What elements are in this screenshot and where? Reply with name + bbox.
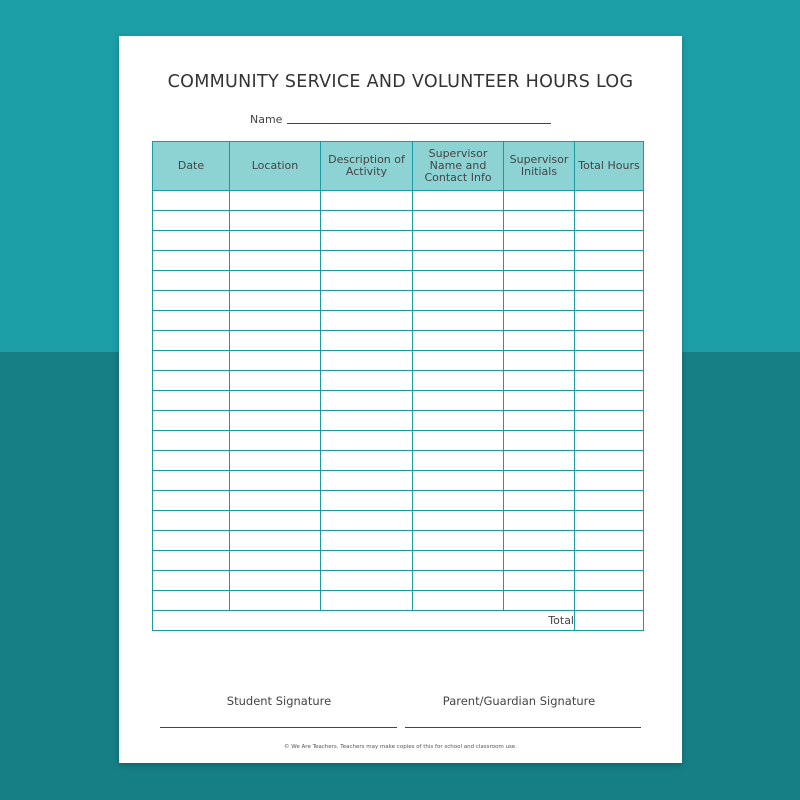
page-title: COMMUNITY SERVICE AND VOLUNTEER HOURS LOG <box>167 72 634 92</box>
column-header-location: Location <box>230 142 321 191</box>
supervisor-cell[interactable] <box>413 431 504 451</box>
column-header-supervisor: Supervisor Name and Contact Info <box>413 142 504 191</box>
initials-cell[interactable] <box>504 311 575 331</box>
initials-cell[interactable] <box>504 551 575 571</box>
table-row <box>153 331 644 351</box>
initials-cell[interactable] <box>504 331 575 351</box>
location-cell[interactable] <box>230 311 321 331</box>
table-row <box>153 511 644 531</box>
table-row <box>153 351 644 371</box>
hours-cell[interactable] <box>575 571 644 591</box>
location-cell[interactable] <box>230 591 321 611</box>
supervisor-cell[interactable] <box>413 211 504 231</box>
description-cell[interactable] <box>321 371 413 391</box>
table-row <box>153 391 644 411</box>
table-row <box>153 311 644 331</box>
description-cell[interactable] <box>321 431 413 451</box>
location-cell[interactable] <box>230 351 321 371</box>
name-label: Name <box>250 113 283 126</box>
table-row <box>153 471 644 491</box>
hours-cell[interactable] <box>575 291 644 311</box>
column-header-initials: Supervisor Initials <box>504 142 575 191</box>
location-cell[interactable] <box>230 331 321 351</box>
hours-cell[interactable] <box>575 211 644 231</box>
date-cell[interactable] <box>153 411 230 431</box>
hours-cell[interactable] <box>575 191 644 211</box>
hours-cell[interactable] <box>575 471 644 491</box>
date-cell[interactable] <box>153 471 230 491</box>
description-cell[interactable] <box>321 471 413 491</box>
date-cell[interactable] <box>153 391 230 411</box>
supervisor-cell[interactable] <box>413 271 504 291</box>
table-row <box>153 211 644 231</box>
location-cell[interactable] <box>230 471 321 491</box>
date-cell[interactable] <box>153 311 230 331</box>
location-cell[interactable] <box>230 231 321 251</box>
supervisor-cell[interactable] <box>413 351 504 371</box>
description-cell[interactable] <box>321 591 413 611</box>
worksheet-page <box>119 36 682 763</box>
initials-cell[interactable] <box>504 471 575 491</box>
initials-cell[interactable] <box>504 231 575 251</box>
hours-cell[interactable] <box>575 251 644 271</box>
description-cell[interactable] <box>321 331 413 351</box>
column-header-date: Date <box>153 142 230 191</box>
location-cell[interactable] <box>230 551 321 571</box>
parent-signature-label: Parent/Guardian Signature <box>442 694 596 708</box>
hours-cell[interactable] <box>575 231 644 251</box>
date-cell[interactable] <box>153 511 230 531</box>
description-cell[interactable] <box>321 251 413 271</box>
date-cell[interactable] <box>153 271 230 291</box>
description-cell[interactable] <box>321 211 413 231</box>
description-cell[interactable] <box>321 191 413 211</box>
date-cell[interactable] <box>153 331 230 351</box>
date-cell[interactable] <box>153 191 230 211</box>
supervisor-cell[interactable] <box>413 231 504 251</box>
hours-cell[interactable] <box>575 371 644 391</box>
initials-cell[interactable] <box>504 411 575 431</box>
description-cell[interactable] <box>321 271 413 291</box>
location-cell[interactable] <box>230 271 321 291</box>
location-cell[interactable] <box>230 571 321 591</box>
table-row <box>153 551 644 571</box>
supervisor-cell[interactable] <box>413 551 504 571</box>
supervisor-cell[interactable] <box>413 371 504 391</box>
supervisor-cell[interactable] <box>413 591 504 611</box>
hours-cell[interactable] <box>575 551 644 571</box>
date-cell[interactable] <box>153 551 230 571</box>
hours-cell[interactable] <box>575 511 644 531</box>
location-cell[interactable] <box>230 411 321 431</box>
description-cell[interactable] <box>321 491 413 511</box>
initials-cell[interactable] <box>504 451 575 471</box>
date-cell[interactable] <box>153 291 230 311</box>
table-row <box>153 271 644 291</box>
supervisor-cell[interactable] <box>413 311 504 331</box>
supervisor-cell[interactable] <box>413 291 504 311</box>
date-cell[interactable] <box>153 351 230 371</box>
hours-cell[interactable] <box>575 431 644 451</box>
supervisor-cell[interactable] <box>413 451 504 471</box>
table-row <box>153 491 644 511</box>
initials-cell[interactable] <box>504 351 575 371</box>
description-cell[interactable] <box>321 511 413 531</box>
parent-signature-line[interactable] <box>405 727 641 728</box>
date-cell[interactable] <box>153 531 230 551</box>
initials-cell[interactable] <box>504 191 575 211</box>
location-cell[interactable] <box>230 451 321 471</box>
hours-cell[interactable] <box>575 411 644 431</box>
student-signature-label: Student Signature <box>226 694 332 708</box>
supervisor-cell[interactable] <box>413 571 504 591</box>
location-cell[interactable] <box>230 491 321 511</box>
supervisor-cell[interactable] <box>413 531 504 551</box>
location-cell[interactable] <box>230 191 321 211</box>
initials-cell[interactable] <box>504 571 575 591</box>
initials-cell[interactable] <box>504 211 575 231</box>
description-cell[interactable] <box>321 391 413 411</box>
supervisor-cell[interactable] <box>413 251 504 271</box>
initials-cell[interactable] <box>504 251 575 271</box>
table-row <box>153 451 644 471</box>
supervisor-cell[interactable] <box>413 391 504 411</box>
table-row <box>153 251 644 271</box>
table-row <box>153 291 644 311</box>
table-row <box>153 411 644 431</box>
initials-cell[interactable] <box>504 531 575 551</box>
date-cell[interactable] <box>153 231 230 251</box>
hours-cell[interactable] <box>575 491 644 511</box>
date-cell[interactable] <box>153 451 230 471</box>
table-row <box>153 371 644 391</box>
location-cell[interactable] <box>230 511 321 531</box>
supervisor-cell[interactable] <box>413 191 504 211</box>
initials-cell[interactable] <box>504 591 575 611</box>
hours-cell[interactable] <box>575 531 644 551</box>
location-cell[interactable] <box>230 431 321 451</box>
initials-cell[interactable] <box>504 371 575 391</box>
description-cell[interactable] <box>321 531 413 551</box>
date-cell[interactable] <box>153 371 230 391</box>
hours-cell[interactable] <box>575 331 644 351</box>
column-header-description: Description of Activity <box>321 142 413 191</box>
table-row <box>153 531 644 551</box>
table-body <box>153 191 644 611</box>
table-row <box>153 431 644 451</box>
location-cell[interactable] <box>230 531 321 551</box>
description-cell[interactable] <box>321 571 413 591</box>
supervisor-cell[interactable] <box>413 331 504 351</box>
hours-cell[interactable] <box>575 311 644 331</box>
initials-cell[interactable] <box>504 271 575 291</box>
supervisor-cell[interactable] <box>413 491 504 511</box>
total-hours-cell[interactable] <box>575 611 644 631</box>
date-cell[interactable] <box>153 211 230 231</box>
supervisor-cell[interactable] <box>413 471 504 491</box>
location-cell[interactable] <box>230 291 321 311</box>
date-cell[interactable] <box>153 571 230 591</box>
description-cell[interactable] <box>321 411 413 431</box>
initials-cell[interactable] <box>504 291 575 311</box>
initials-cell[interactable] <box>504 431 575 451</box>
hours-cell[interactable] <box>575 591 644 611</box>
hours-log-table <box>152 141 644 631</box>
table-row <box>153 231 644 251</box>
table-row <box>153 191 644 211</box>
column-header-total-hours: Total Hours <box>575 142 644 191</box>
supervisor-cell[interactable] <box>413 411 504 431</box>
supervisor-cell[interactable] <box>413 511 504 531</box>
date-cell[interactable] <box>153 491 230 511</box>
description-cell[interactable] <box>321 311 413 331</box>
date-cell[interactable] <box>153 251 230 271</box>
name-field-line[interactable] <box>287 123 551 124</box>
table-row <box>153 591 644 611</box>
location-cell[interactable] <box>230 371 321 391</box>
copyright-footer: © We Are Teachers. Teachers may make copies of this for school and classroom use. <box>284 744 517 750</box>
description-cell[interactable] <box>321 351 413 371</box>
hours-cell[interactable] <box>575 451 644 471</box>
hours-cell[interactable] <box>575 391 644 411</box>
table-header-row <box>153 142 644 191</box>
hours-cell[interactable] <box>575 351 644 371</box>
description-cell[interactable] <box>321 291 413 311</box>
date-cell[interactable] <box>153 431 230 451</box>
date-cell[interactable] <box>153 591 230 611</box>
description-cell[interactable] <box>321 451 413 471</box>
location-cell[interactable] <box>230 251 321 271</box>
initials-cell[interactable] <box>504 511 575 531</box>
location-cell[interactable] <box>230 391 321 411</box>
initials-cell[interactable] <box>504 391 575 411</box>
student-signature-line[interactable] <box>160 727 397 728</box>
hours-cell[interactable] <box>575 271 644 291</box>
description-cell[interactable] <box>321 231 413 251</box>
table-row <box>153 571 644 591</box>
initials-cell[interactable] <box>504 491 575 511</box>
total-label: Total <box>153 611 575 631</box>
location-cell[interactable] <box>230 211 321 231</box>
total-row <box>153 611 644 631</box>
description-cell[interactable] <box>321 551 413 571</box>
